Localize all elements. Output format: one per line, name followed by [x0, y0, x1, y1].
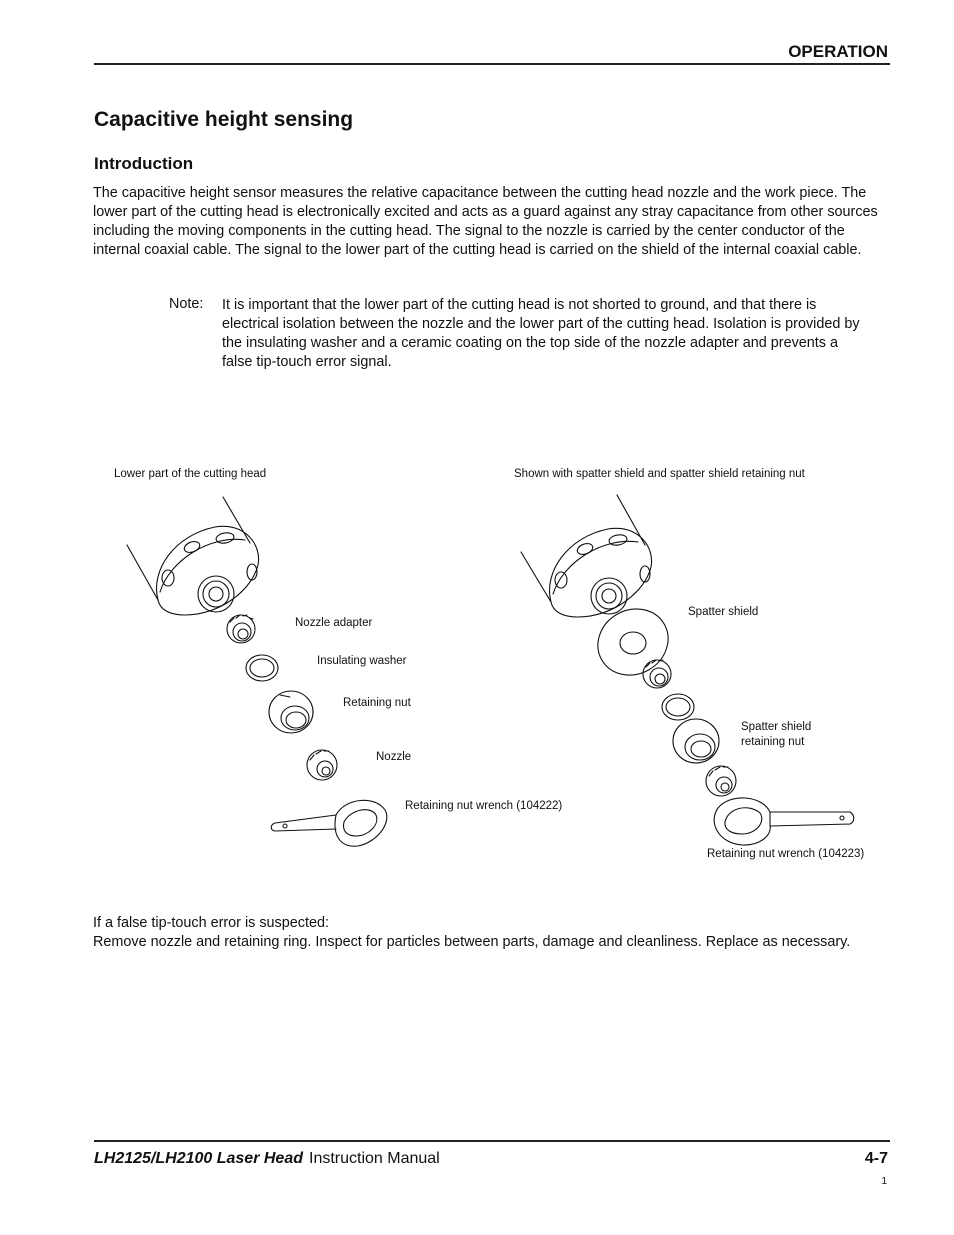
label-nozzle-adapter: Nozzle adapter [295, 617, 373, 629]
label-spatter-shield-nut [741, 720, 811, 750]
label-wrench-104222: Retaining nut wrench (104222) [405, 800, 563, 812]
label-spatter-shield-nut-line2: retaining nut [741, 736, 805, 748]
left-nozzle-adapter-drawing [227, 615, 255, 643]
page-title: Capacitive height sensing [94, 108, 354, 131]
left-nozzle-drawing [307, 750, 337, 780]
intro-paragraph: The capacitive height sensor measures the relative capacitance between the cutting head nozzle and the work piece. The lower part of the cutting head is electronically excited and acts as a guard against any stray capacitance from other sources including the moving components in the cutting head. The signal to the nozzle is carried by the center conductor of the internal coaxial cable. The signal to the lower part of the cutting head is carried on the shield of the internal coaxial cable. [93, 185, 878, 258]
label-wrench-104223: Retaining nut wrench (104223) [707, 848, 865, 860]
right-spatter-shield-drawing [586, 596, 680, 687]
footer-manual: Instruction Manual [309, 1150, 440, 1167]
note-label: Note: [169, 296, 204, 312]
troubleshooting-line1: If a false tip-touch error is suspected: [93, 915, 329, 931]
label-insulating-washer: Insulating washer [317, 655, 407, 667]
page-number: 4-7 [864, 1150, 888, 1167]
troubleshooting-text [93, 914, 913, 952]
left-cutting-head-drawing [127, 497, 259, 615]
footer-rule [94, 1140, 890, 1142]
right-figure-title: Shown with spatter shield and spatter shield retaining nut [514, 468, 805, 480]
label-retaining-nut: Retaining nut [343, 697, 411, 709]
troubleshooting-line2: Remove nozzle and retaining ring. Inspect for particles between parts, damage and cleanliness. Replace as necessary. [93, 934, 851, 950]
left-figure-title: Lower part of the cutting head [114, 468, 267, 480]
left-insulating-washer-drawing [246, 655, 278, 681]
sub-page-number: 1 [881, 1176, 887, 1187]
right-cutting-head-drawing [521, 495, 652, 617]
label-spatter-shield: Spatter shield [688, 606, 759, 618]
section-subtitle: Introduction [94, 154, 194, 173]
right-wrench-drawing [714, 798, 854, 845]
section-header: OPERATION [788, 42, 888, 61]
label-spatter-shield-nut-line1: Spatter shield [741, 721, 812, 733]
left-retaining-nut-drawing [269, 691, 313, 733]
right-insulating-washer-drawing [662, 694, 694, 720]
footer-product: LH2125/LH2100 Laser Head [94, 1150, 303, 1167]
left-wrench-drawing [271, 800, 387, 846]
note-text: It is important that the lower part of the cutting head is not shorted to ground, and that there is electrical isolation between the nozzle and the lower part of the cutting head. Isolation is provided by the insulating washer and a ceramic coating on the top side of the nozzle adapter and prevents a false tip-touch error signal. [222, 297, 860, 370]
right-shield-retaining-nut-drawing [673, 719, 719, 763]
footer-title [94, 1150, 440, 1168]
right-nozzle-drawing [706, 766, 736, 796]
label-nozzle: Nozzle [376, 751, 412, 763]
